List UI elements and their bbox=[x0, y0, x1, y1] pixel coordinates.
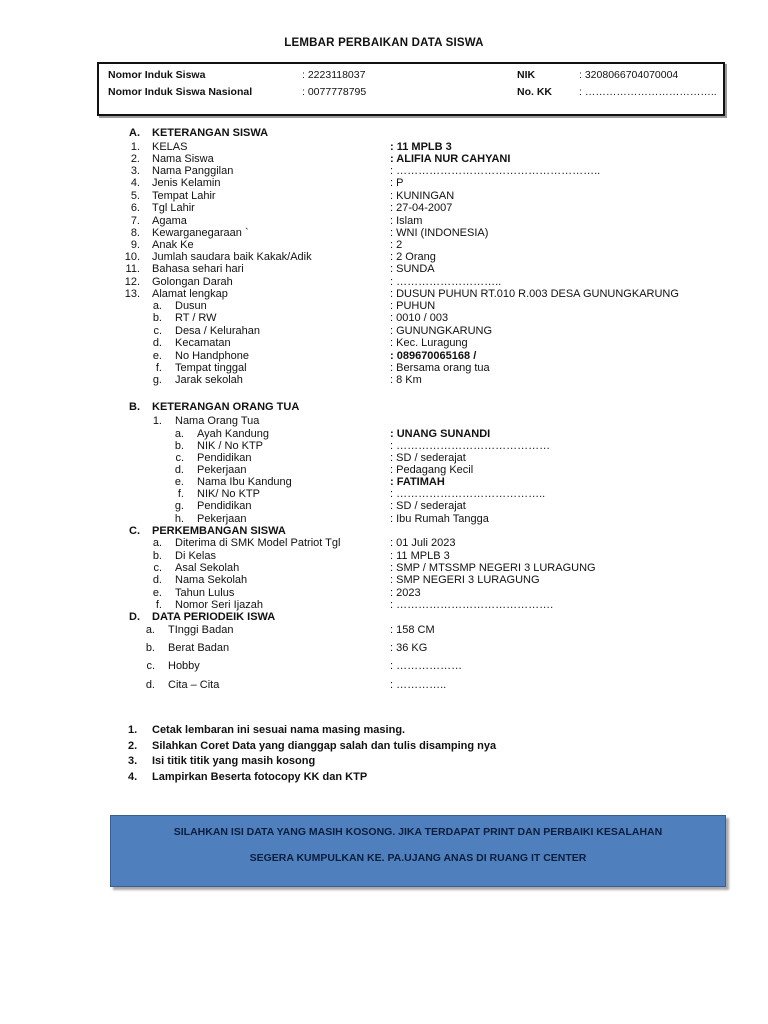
row-label: Kecamatan bbox=[175, 337, 231, 349]
row-value: : 36 KG bbox=[390, 642, 428, 654]
nik-label: NIK bbox=[517, 69, 536, 81]
row-number: c. bbox=[175, 452, 184, 464]
nik-value: : 3208066704070004 bbox=[579, 69, 679, 81]
row-number: 7. bbox=[130, 215, 140, 227]
row-value: : 2 bbox=[390, 239, 403, 251]
row-value: : ……………………………………. bbox=[390, 599, 554, 611]
row-value: : 01 Juli 2023 bbox=[390, 537, 456, 549]
row-number: 13. bbox=[124, 288, 140, 300]
row-number: 4. bbox=[130, 177, 140, 189]
row-value: : 089670065168 / bbox=[390, 350, 477, 362]
row-value: : 8 Km bbox=[390, 374, 422, 386]
instruction-number: 2. bbox=[128, 740, 138, 752]
row-number: 6. bbox=[130, 202, 140, 214]
instruction-text: Isi titik titik yang masih kosong bbox=[152, 755, 316, 767]
row-number: c. bbox=[153, 562, 162, 574]
row-value: : GUNUNGKARUNG bbox=[390, 325, 493, 337]
row-value: : ALIFIA NUR CAHYANI bbox=[390, 153, 511, 165]
row-label: No Handphone bbox=[175, 350, 250, 362]
row-number: 9. bbox=[130, 239, 140, 251]
row-label: Nama Ibu Kandung bbox=[197, 476, 292, 488]
row-label: Tgl Lahir bbox=[152, 202, 195, 214]
row-number: 3. bbox=[130, 165, 140, 177]
row-label: Desa / Kelurahan bbox=[175, 325, 260, 337]
row-value: : ……………………….. bbox=[390, 276, 502, 288]
row-label: RT / RW bbox=[175, 312, 217, 324]
row-value: : ………….. bbox=[390, 679, 447, 691]
row-number: 8. bbox=[130, 227, 140, 239]
row-value: : 11 MPLB 3 bbox=[390, 550, 450, 562]
row-value: : 0010 / 003 bbox=[390, 312, 449, 324]
row-value: : 11 MPLB 3 bbox=[390, 141, 452, 153]
row-label: Tahun Lulus bbox=[175, 587, 235, 599]
row-label: TInggi Badan bbox=[168, 624, 234, 636]
instruction-text: Silahkan Coret Data yang dianggap salah dan tulis disamping nya bbox=[152, 740, 497, 752]
row-label: Pekerjaan bbox=[197, 513, 247, 525]
row-value: : SD / sederajat bbox=[390, 500, 466, 512]
row-value: : KUNINGAN bbox=[390, 190, 455, 202]
row-label: Nama Siswa bbox=[152, 153, 214, 165]
row-label: Nama Panggilan bbox=[152, 165, 234, 177]
row-number: e. bbox=[174, 476, 184, 488]
row-value: : Islam bbox=[390, 215, 423, 227]
row-value: : Pedagang Kecil bbox=[390, 464, 474, 476]
identity-box bbox=[97, 62, 725, 116]
row-number: g. bbox=[152, 374, 162, 386]
row-number: a. bbox=[174, 428, 184, 440]
row-value: : 27-04-2007 bbox=[390, 202, 453, 214]
row-label: Tempat tinggal bbox=[175, 362, 247, 374]
row-label: Ayah Kandung bbox=[197, 428, 269, 440]
row-number: 12. bbox=[124, 276, 140, 288]
row-value: : P bbox=[390, 177, 404, 189]
row-number: a. bbox=[145, 624, 155, 636]
row-number: b. bbox=[152, 550, 162, 562]
row-label: Jenis Kelamin bbox=[152, 177, 221, 189]
row-label: NIK / No KTP bbox=[197, 440, 264, 452]
row-label: Nama Sekolah bbox=[175, 574, 248, 586]
row-label: Diterima di SMK Model Patriot Tgl bbox=[175, 537, 341, 549]
row-label: Alamat lengkap bbox=[152, 288, 228, 300]
row-value: : 158 CM bbox=[390, 624, 435, 636]
row-label: KELAS bbox=[152, 141, 188, 153]
row-value: : WNI (INDONESIA) bbox=[390, 227, 489, 239]
row-number: e. bbox=[152, 587, 162, 599]
row-number: d. bbox=[174, 464, 184, 476]
nisn-value: : 0077778795 bbox=[302, 86, 367, 98]
row-value: : ……………………………………………….. bbox=[390, 165, 601, 177]
row-value: : SD / sederajat bbox=[390, 452, 466, 464]
row-label: Hobby bbox=[168, 660, 200, 672]
kk-label: No. KK bbox=[517, 86, 552, 98]
row-value: : Kec. Luragung bbox=[390, 337, 468, 349]
row-label: Asal Sekolah bbox=[175, 562, 240, 574]
row-label: Kewarganegaraan ` bbox=[152, 227, 249, 239]
row-number: d. bbox=[145, 679, 155, 691]
row-value: : Bersama orang tua bbox=[390, 362, 490, 374]
row-label: Jumlah saudara baik Kakak/Adik bbox=[152, 251, 312, 263]
row-label: Dusun bbox=[175, 300, 207, 312]
row-number: e. bbox=[152, 350, 162, 362]
instruction-text: Lampirkan Beserta fotocopy KK dan KTP bbox=[152, 771, 368, 783]
row-label: Di Kelas bbox=[175, 550, 216, 562]
row-number: f. bbox=[177, 488, 184, 500]
row-number: f. bbox=[155, 599, 162, 611]
row-number: d. bbox=[152, 574, 162, 586]
kk-value: : ……………………………….. bbox=[579, 86, 717, 98]
banner-line-1: SILAHKAN ISI DATA YANG MASIH KOSONG. JIKA TERDAPAT PRINT DAN PERBAIKI KESALAHAN bbox=[173, 826, 663, 838]
row-label: NIK/ No KTP bbox=[197, 488, 260, 500]
row-label: Golongan Darah bbox=[152, 276, 233, 288]
row-label: Agama bbox=[152, 215, 187, 227]
row-label: Pekerjaan bbox=[197, 464, 247, 476]
row-value: : DUSUN PUHUN RT.010 R.003 DESA GUNUNGKARUNG bbox=[390, 288, 679, 300]
row-number: f. bbox=[155, 362, 162, 374]
row-label: Pendidikan bbox=[197, 500, 252, 512]
row-value: : FATIMAH bbox=[390, 476, 445, 488]
instruction-number: 1. bbox=[128, 724, 138, 736]
row-label: Anak Ke bbox=[152, 239, 194, 251]
row-number: 1. bbox=[130, 141, 140, 153]
instruction-text: Cetak lembaran ini sesuai nama masing masing. bbox=[152, 724, 406, 736]
row-label: Bahasa sehari hari bbox=[152, 263, 244, 275]
row-value: : ………………………………….. bbox=[390, 488, 546, 500]
row-value: : Ibu Rumah Tangga bbox=[390, 513, 489, 525]
row-number: d. bbox=[152, 337, 162, 349]
row-value: : 2 Orang bbox=[390, 251, 436, 263]
row-label: Berat Badan bbox=[168, 642, 230, 654]
banner-line-2: SEGERA KUMPULKAN KE. PA.UJANG ANAS DI RUANG IT CENTER bbox=[249, 852, 587, 864]
row-label: Tempat Lahir bbox=[152, 190, 216, 202]
row-value: : SMP / MTSSMP NEGERI 3 LURAGUNG bbox=[390, 562, 596, 574]
row-number: c. bbox=[146, 660, 155, 672]
row-number: a. bbox=[152, 300, 162, 312]
row-label: Pendidikan bbox=[197, 452, 252, 464]
page-title: LEMBAR PERBAIKAN DATA SISWA bbox=[284, 37, 484, 49]
row-number: g. bbox=[174, 500, 184, 512]
instruction-number: 3. bbox=[128, 755, 138, 767]
row-number: 10. bbox=[124, 251, 140, 263]
row-value: : PUHUN bbox=[390, 300, 436, 312]
notice-banner bbox=[110, 815, 726, 887]
row-value: : …………………………………… bbox=[390, 440, 551, 452]
row-number: c. bbox=[153, 325, 162, 337]
row-value: : SUNDA bbox=[390, 263, 435, 275]
row-label: Nomor Seri Ijazah bbox=[175, 599, 264, 611]
row-number: b. bbox=[174, 440, 184, 452]
row-number: b. bbox=[152, 312, 162, 324]
row-label: Cita – Cita bbox=[168, 679, 220, 691]
instruction-number: 4. bbox=[128, 771, 138, 783]
row-value: : 2023 bbox=[390, 587, 421, 599]
nisn-label: Nomor Induk Siswa Nasional bbox=[108, 86, 253, 98]
row-number: 5. bbox=[130, 190, 140, 202]
row-number: a. bbox=[152, 537, 162, 549]
nis-value: : 2223118037 bbox=[302, 69, 366, 81]
row-label: Jarak sekolah bbox=[175, 374, 243, 386]
row-value: : UNANG SUNANDI bbox=[390, 428, 491, 440]
nis-label: Nomor Induk Siswa bbox=[108, 69, 206, 81]
row-number: 11. bbox=[125, 263, 140, 275]
row-number: b. bbox=[145, 642, 155, 654]
row-value: : ……………… bbox=[390, 660, 463, 672]
row-number: 2. bbox=[130, 153, 140, 165]
row-value: : SMP NEGERI 3 LURAGUNG bbox=[390, 574, 540, 586]
row-number: h. bbox=[174, 513, 184, 525]
